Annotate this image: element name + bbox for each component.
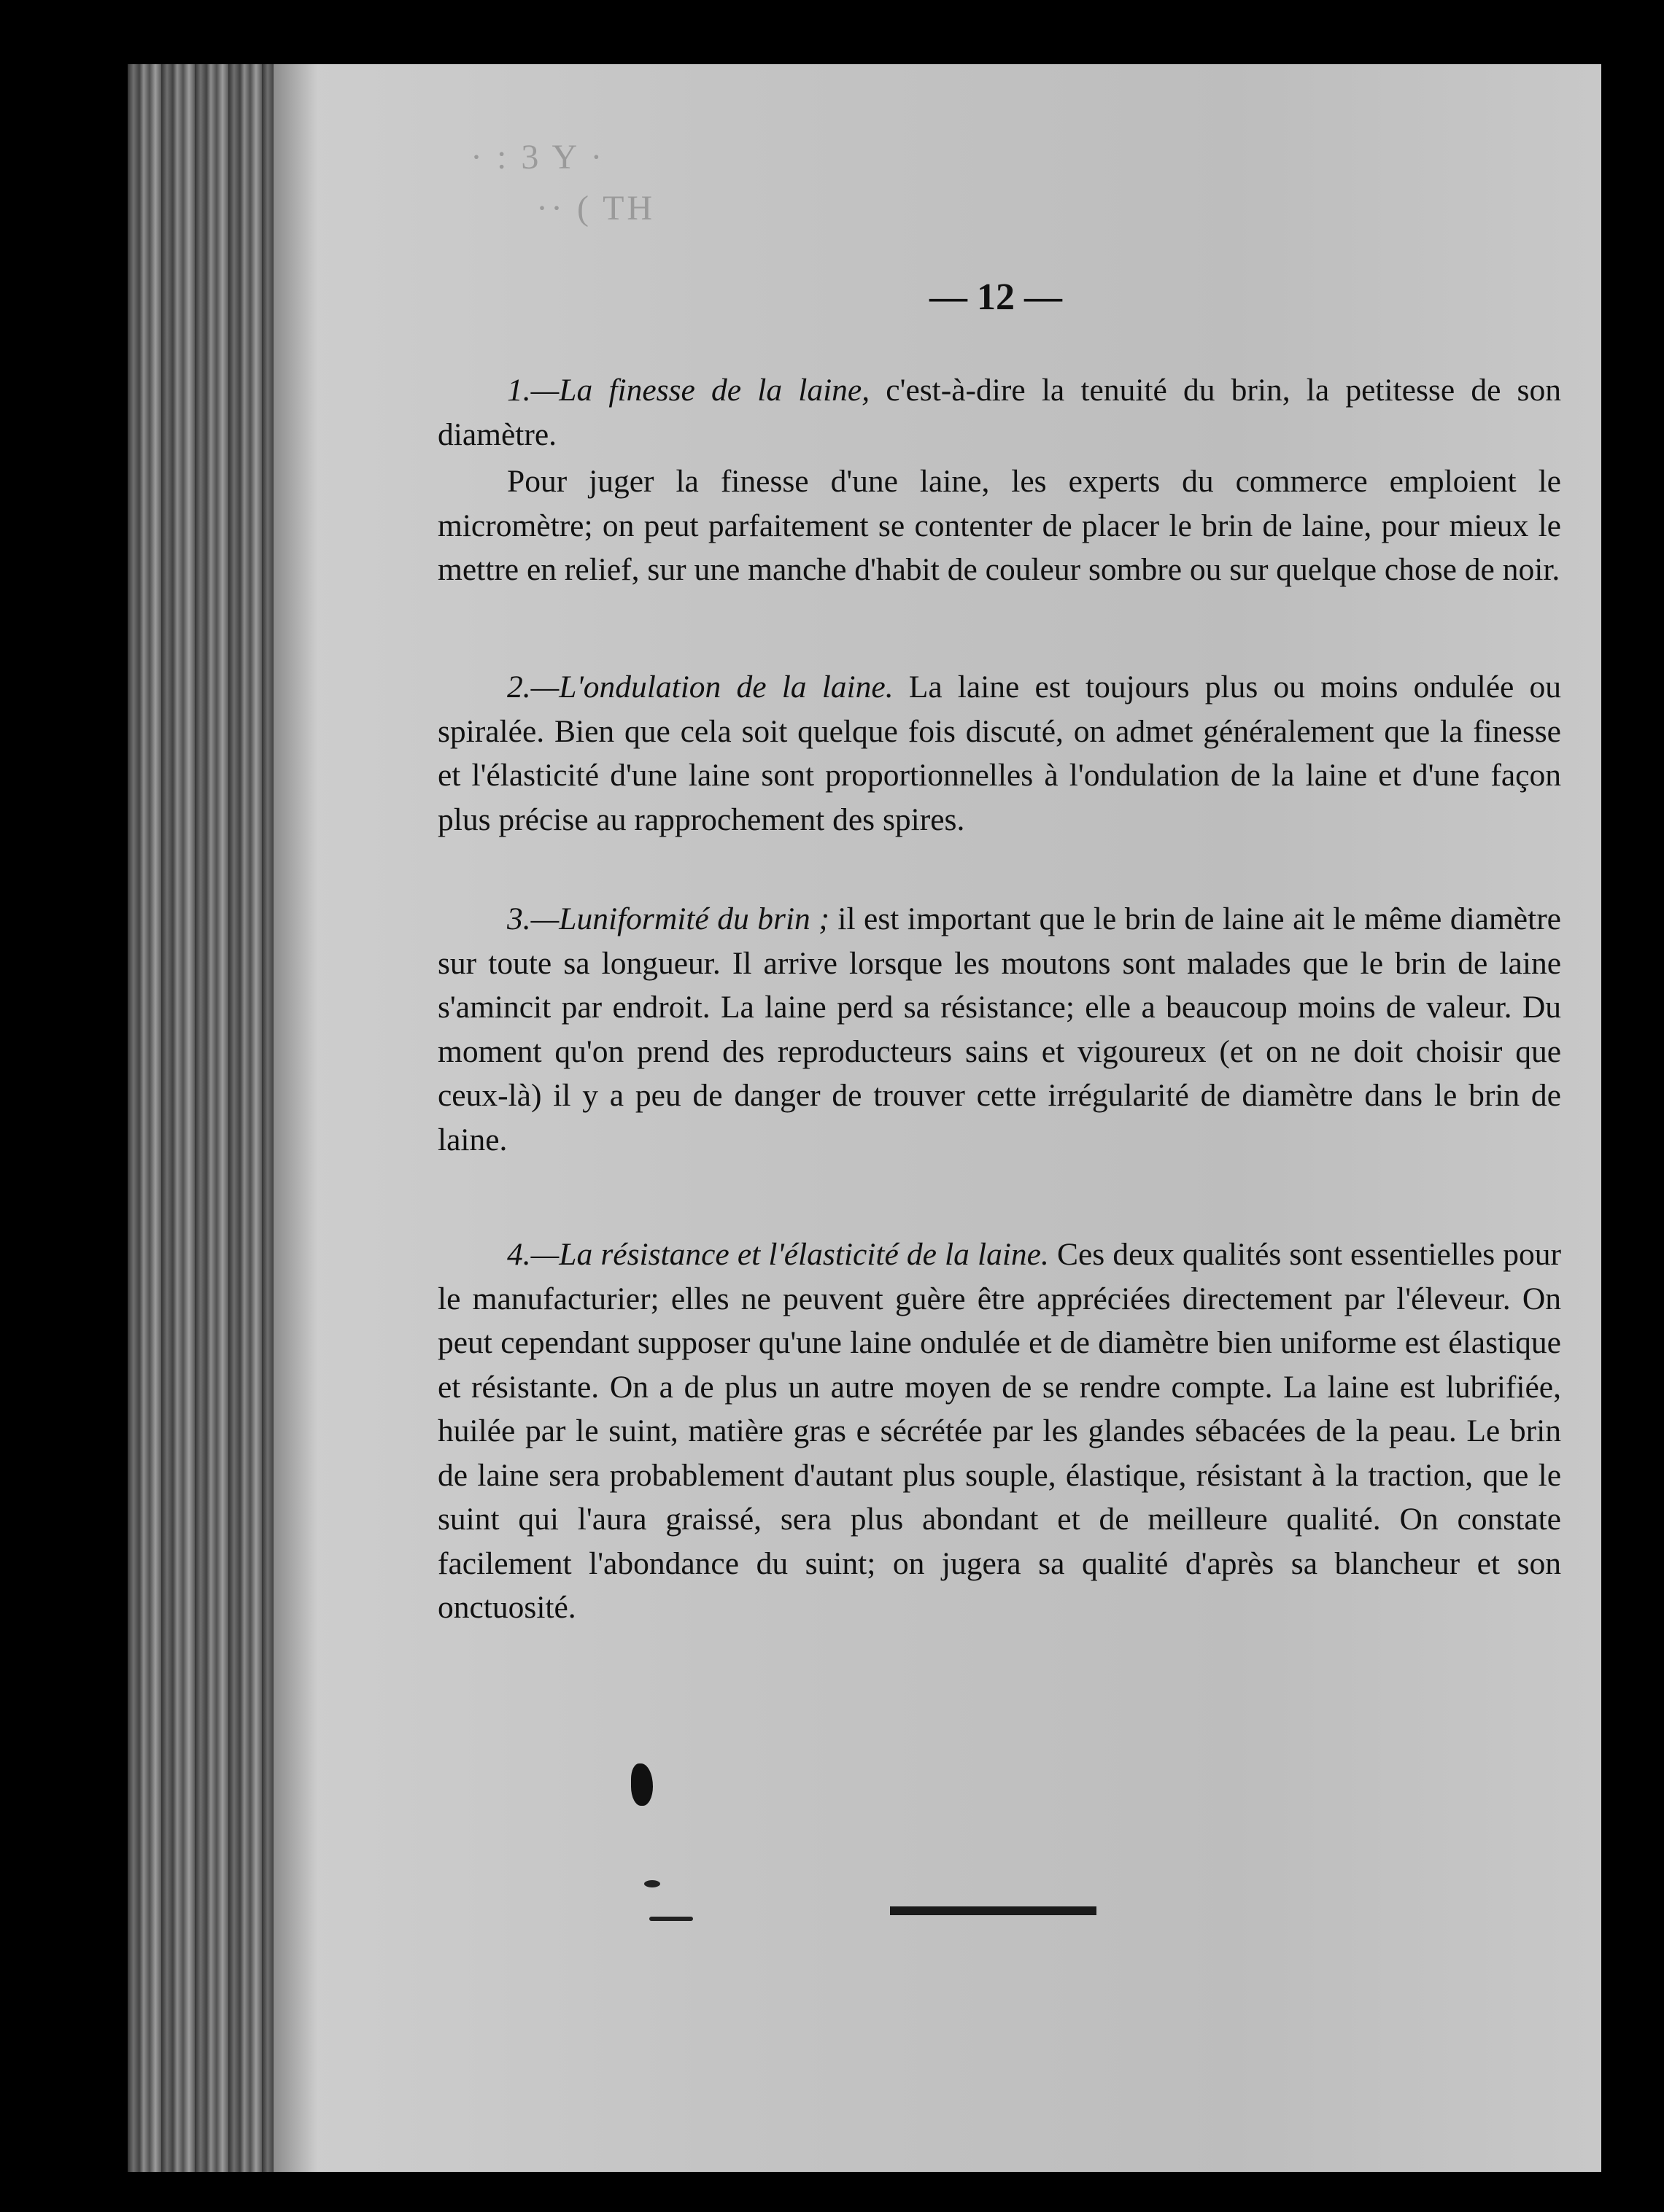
paragraph-4: [438, 897, 1561, 1162]
paragraph-4-label: 3.—Luniformité du brin ;: [507, 901, 829, 936]
paragraph-5-label: 4.—La résistance et l'élasticité de la laine.: [507, 1237, 1049, 1272]
ink-stroke: [649, 1917, 693, 1921]
paragraph-1-text: c'est-à-dire la tenuité du brin, la petitesse de son diamètre.: [438, 373, 1561, 452]
paragraph-1: [438, 368, 1561, 457]
faded-stamp-mark: · : 3 Y ·: [471, 138, 605, 176]
paragraph-1-label: 1.—La finesse de la laine,: [507, 373, 870, 408]
ink-blot: [631, 1763, 653, 1806]
paragraph-5: [438, 1233, 1561, 1630]
paragraph-3-label: 2.—L'ondulation de la laine.: [507, 670, 894, 705]
paragraph-3-text: La laine est toujours plus ou moins ondulée ou spiralée. Bien que cela soit quelque fois discuté, on admet généralement que la finesse et l'élasticité d'une laine sont proportionnelles à l'ondulation de la laine et d'une façon plus précise au rapprochement des spires.: [438, 670, 1562, 837]
paragraph-5-text: Ces deux qualités sont essentielles pour le manufacturier; elles ne peuvent guère être appréciées directement par l'éleveur. On peut cependant supposer qu'une laine ondulée et de diamètre bien uniforme est élastique et résistante. On a de plus un autre moyen de se rendre compte. La laine est lubrifiée, huilée par le suint, matière gras e sécrétée par les glandes sébacées de la peau. Le brin de laine sera probablement d'autant plus souple, élastique, résistant à la traction, que le suint qui l'aura graissé, sera plus abondant et de meilleure qualité. On constate facilement l'abondance du suint; on jugera sa qualité d'après sa blancheur et son onctuosité.: [438, 1237, 1562, 1625]
paragraph-4-text: il est important que le brin de laine ait le même diamètre sur toute sa longueur. Il arrive lorsque les moutons sont malades que le brin de laine s'amincit par endroit. La laine perd sa résistance; elle a beaucoup moins de valeur. Du moment qu'on prend des reproducteurs sains et vigoureux (et on ne doit choisir que ceux-là) il y a peu de danger de trouver cette irrégularité de diamètre dans le brin de laine.: [438, 901, 1561, 1157]
paragraph-2-text: Pour juger la finesse d'une laine, les experts du commerce emploient le micromètre; on peut parfaitement se contenter de placer le brin de laine, pour mieux le mettre en relief, sur une manche d'habit de couleur sombre ou sur quelque chose de noir.: [438, 464, 1561, 587]
paragraph-2: [438, 459, 1561, 592]
paragraph-3: [438, 665, 1561, 842]
page-number: — 12 —: [929, 276, 1062, 318]
end-rule: [890, 1906, 1096, 1915]
ink-speck: [644, 1880, 660, 1887]
book-spine: [128, 64, 274, 2172]
faded-stamp-mark-2: ·· ( TH: [536, 189, 656, 228]
spine-shadow: [274, 64, 317, 2172]
